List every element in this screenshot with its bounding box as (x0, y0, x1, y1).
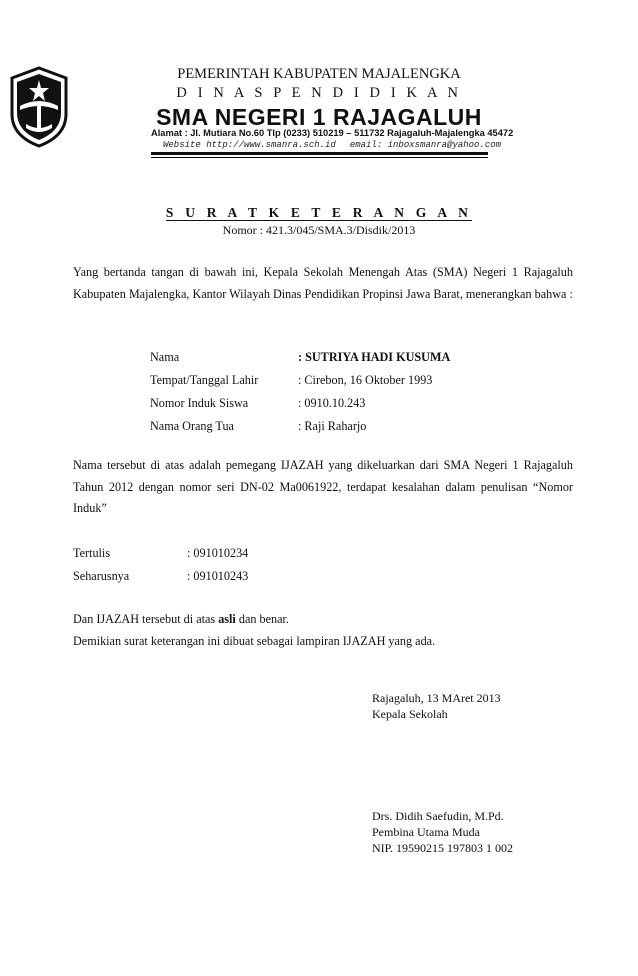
correction-value: : 091010243 (187, 569, 249, 583)
detail-value-name (298, 350, 450, 365)
detail-value: : Cirebon, 16 Oktober 1993 (298, 373, 433, 387)
signature-place-date: Rajagaluh, 13 MAret 2013 (372, 691, 501, 705)
detail-label: Nomor Induk Siswa (150, 396, 249, 410)
document-title (0, 205, 638, 221)
correction-value: : 091010234 (187, 546, 249, 560)
email-text: email: inboxsmanra@yahoo.com (349, 140, 502, 150)
body-paragraph: Nama tersebut di atas adalah pemegang IJAZAH yang dikeluarkan dari SMA Negeri 1 Rajagaluh Tahun 2012 dengan nomor seri DN-02 Ma0061922, terdapat kesalahan dalam penulisan “Nomor Induk” (73, 458, 573, 515)
detail-label: Nama (150, 350, 180, 364)
letterhead-rule-thick (151, 152, 488, 155)
signatory-rank: Pembina Utama Muda (372, 825, 480, 839)
detail-value: : 0910.10.243 (298, 396, 366, 410)
correction-label: Tertulis (73, 546, 111, 560)
correction-label: Seharusnya (73, 569, 130, 583)
detail-value: : Raji Raharjo (298, 419, 367, 433)
signatory-name: Drs. Didih Saefudin, M.Pd. (372, 809, 504, 823)
letterhead-contact (163, 140, 501, 150)
letterhead-address: Alamat : Jl. Mutiara No.60 Tlp (0233) 510219 – 511732 Rajagaluh-Majalengka 45472 (151, 128, 514, 138)
document-number: Nomor : 421.3/045/SMA.3/Disdik/2013 (222, 223, 416, 237)
closing-line-1 (73, 612, 289, 627)
letterhead-school-name: SMA NEGERI 1 RAJAGALUH (156, 104, 482, 130)
intro-paragraph: Yang bertanda tangan di bawah ini, Kepala Sekolah Menengah Atas (SMA) Negeri 1 Rajagaluh Kabupaten Majalengka, Kantor Wilayah Dinas Pendidikan Propinsi Jawa Barat, menerangkan bahwa : (73, 265, 573, 301)
closing-line-2: Demikian surat keterangan ini dibuat sebagai lampiran IJAZAH yang ada. (73, 634, 436, 648)
closing-emphasis: asli (218, 612, 236, 626)
detail-label: Tempat/Tanggal Lahir (150, 373, 259, 387)
signature-position: Kepala Sekolah (372, 707, 448, 721)
letterhead-government: PEMERINTAH KABUPATEN MAJALENGKA (177, 66, 461, 82)
letterhead-department: D I N A S P E N D I D I K A N (176, 85, 462, 101)
letterhead-rule-thin (151, 157, 488, 158)
closing-text: Dan IJAZAH tersebut di atas (73, 612, 219, 626)
signatory-nip: NIP. 19590215 197803 1 002 (372, 841, 514, 855)
website-text: Website http://www.smanra.sch.id (163, 140, 336, 150)
detail-label: Nama Orang Tua (150, 419, 234, 433)
student-name: : SUTRIYA HADI KUSUMA (298, 350, 451, 364)
closing-text: dan benar. (235, 612, 289, 626)
document-title-text: S U R A T K E T E R A N G A N (165, 205, 473, 220)
